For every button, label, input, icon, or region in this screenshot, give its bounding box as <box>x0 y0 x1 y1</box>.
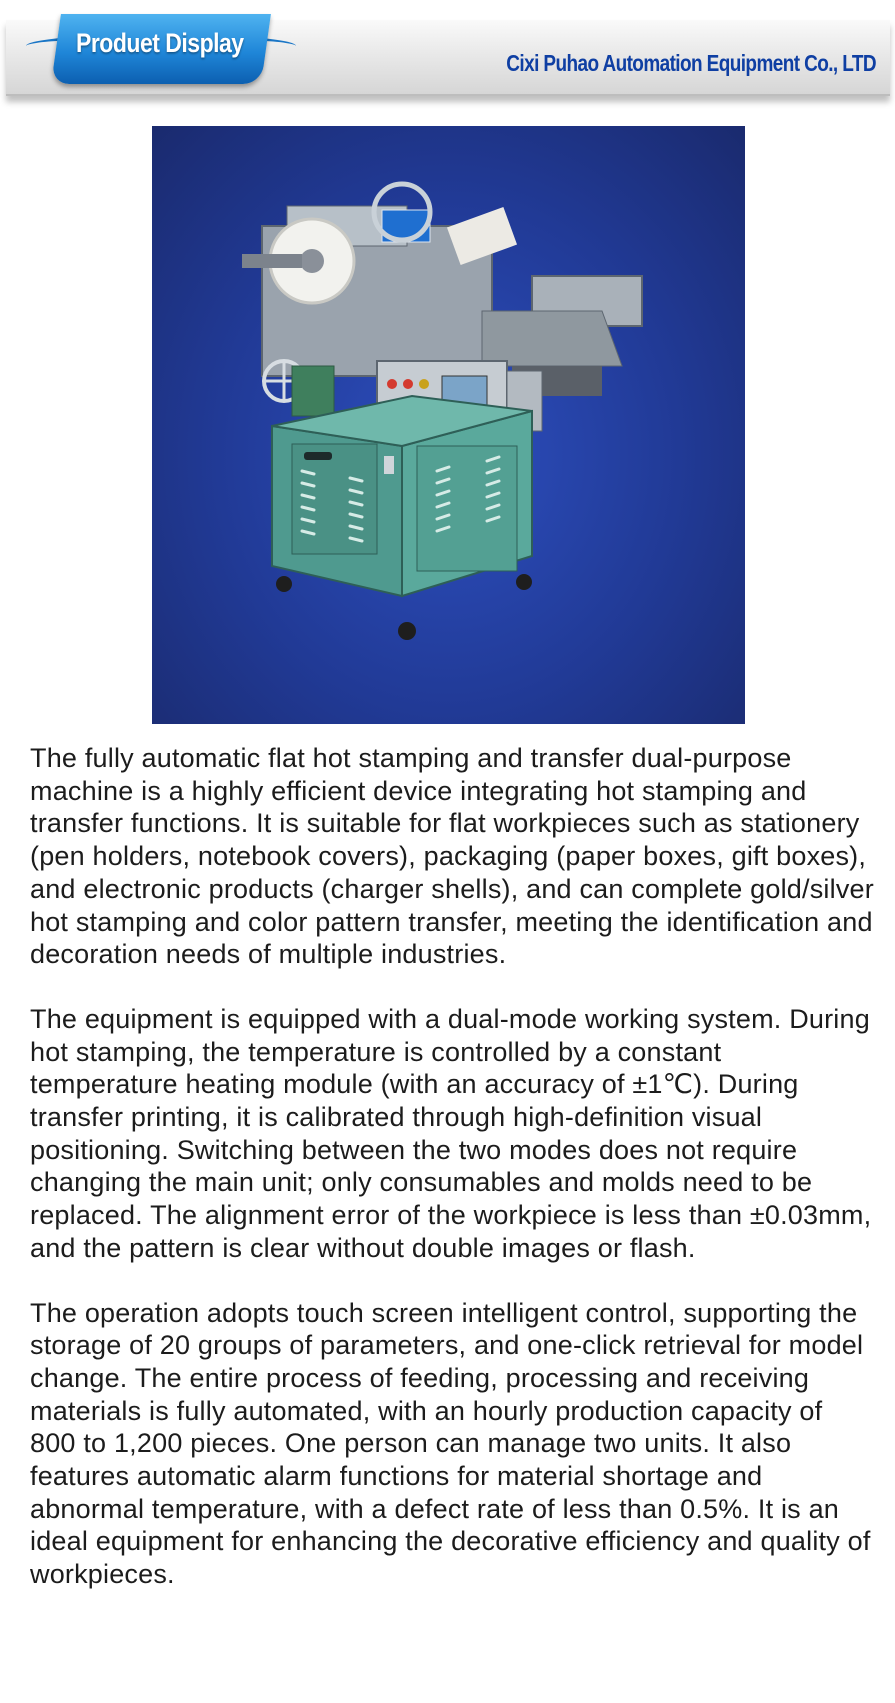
product-display-label: Produet Display <box>76 27 244 58</box>
hot-stamping-machine-photo <box>152 126 745 724</box>
product-photo <box>152 126 745 724</box>
header-banner <box>6 20 890 96</box>
company-name: Cixi Puhao Automation Equipment Co., LTD <box>506 51 876 77</box>
product-description <box>30 742 875 1623</box>
description-paragraph: The fully automatic flat hot stamping and transfer dual-purpose machine is a highly efficient device integrating hot stamping and transfer functions. It is suitable for flat workpieces such as stationery (pen holders, notebook covers), packaging (paper boxes, gift boxes), and electronic products (charger shells), and can complete gold/silver hot stamping and color pattern transfer, meeting the identification and decoration needs of multiple industries. <box>30 743 874 970</box>
description-paragraph: The operation adopts touch screen intelligent control, supporting the storage of 20 groups of parameters, and one-click retrieval for model change. The entire process of feeding, processing and receiving materials is fully automated, with an hourly production capacity of 800 to 1,200 pieces. One person can manage two units. It also features automatic alarm functions for material shortage and abnormal temperature, with a defect rate of less than 0.5%. It is an ideal equipment for enhancing the decorative efficiency and quality of workpieces. <box>30 1297 871 1590</box>
description-paragraph: The equipment is equipped with a dual-mode working system. During hot stamping, the temperature is controlled by a constant temperature heating module (with an accuracy of ±1℃). During transfer printing, it is calibrated through high-definition visual positioning. Switching between the two modes does not require changing the main unit; only consumables and molds need to be replaced. The alignment error of the workpiece is less than ±0.03mm, and the pattern is clear without double images or flash. <box>30 1003 872 1263</box>
